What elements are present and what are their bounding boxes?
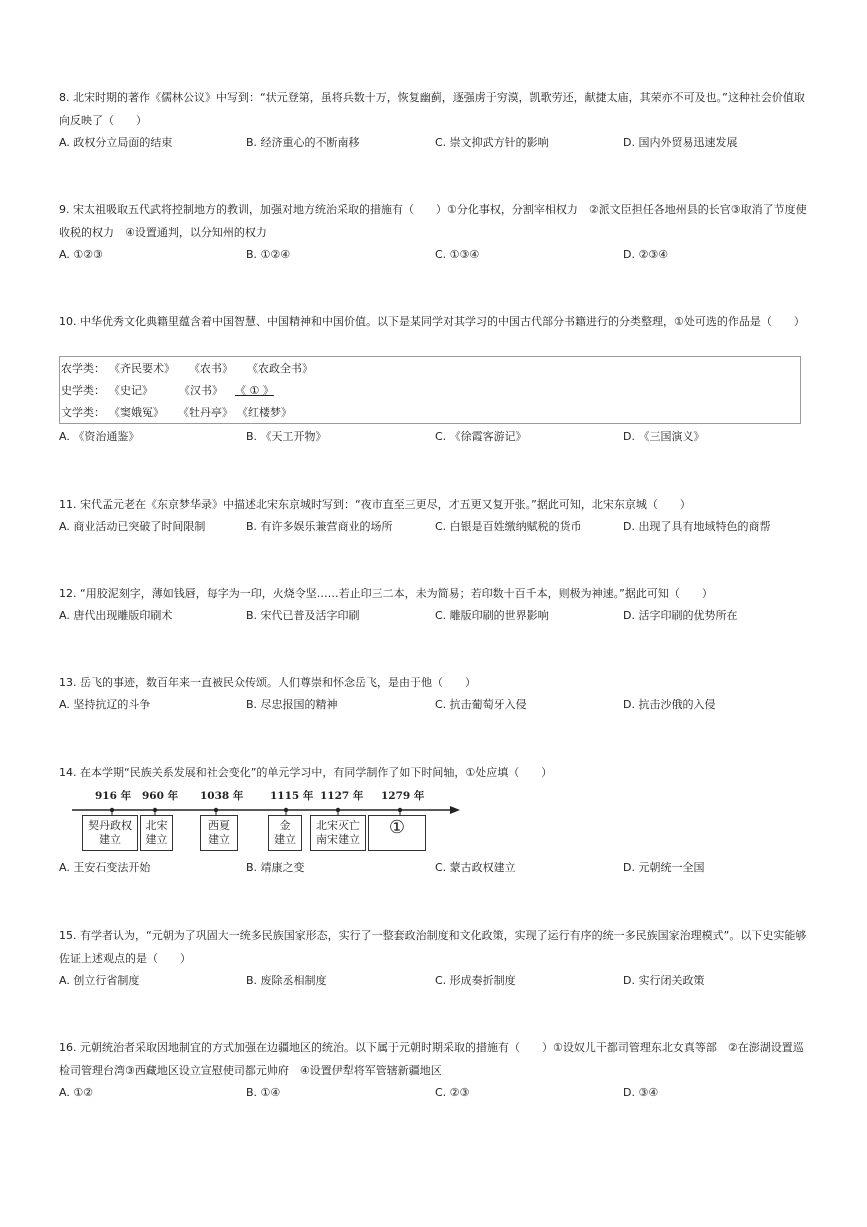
timeline-event-text: 建立 — [145, 833, 168, 846]
option-a[interactable]: A. 商业活动已突破了时间限制 — [59, 520, 206, 533]
question-10-options — [59, 426, 809, 448]
timeline-event-box — [140, 815, 173, 851]
options — [59, 426, 809, 448]
option-a[interactable]: A. ①② — [59, 1086, 94, 1099]
option-b[interactable]: B. 尽忠报国的精神 — [246, 698, 338, 711]
option-b[interactable]: B. 有许多娱乐兼营商业的场所 — [246, 520, 393, 533]
question-stem: 11. 宋代孟元老在《东京梦华录》中描述北宋东京城时写到：“夜市直至三更尽，才五更又复开张。”据此可知，北宋东京城（ ） — [59, 498, 691, 511]
question-14-options — [59, 857, 809, 879]
timeline-year: 1127 年 — [320, 790, 364, 802]
option-b[interactable]: B. 废除丞相制度 — [246, 974, 327, 987]
question-10 — [59, 310, 809, 333]
option-b[interactable]: B. ①②④ — [246, 248, 291, 261]
question-12 — [59, 582, 809, 627]
timeline-event-text: 北宋灭亡 — [316, 819, 360, 832]
option-c[interactable]: C. 白银是百姓缴纳赋税的货币 — [435, 520, 582, 533]
options — [59, 1082, 809, 1104]
option-b[interactable]: B. 《天工开物》 — [246, 430, 327, 443]
question-13 — [59, 671, 809, 716]
option-d[interactable]: D. 抗击沙俄的入侵 — [623, 698, 716, 711]
question-14 — [59, 761, 809, 784]
option-c[interactable]: C. 雕版印刷的世界影响 — [435, 609, 549, 622]
question-stem: 14. 在本学期“民族关系发展和社会变化”的单元学习中，有同学制作了如下时间轴，①处应填（ ） — [59, 766, 553, 779]
book-title: 《齐民要术》 — [109, 362, 175, 375]
book-title: 《红楼梦》 — [237, 406, 292, 419]
timeline-event-box — [310, 815, 366, 851]
book-row-agriculture — [61, 358, 313, 380]
question-stem: 10. 中华优秀文化典籍里蕴含着中国智慧、中国精神和中国价值。以下是某同学对其学习的中国古代部分书籍进行的分类整理，①处可选的作品是（ ） — [59, 315, 805, 328]
book-title: 《窦娥冤》 — [109, 406, 164, 419]
book-title: 《史记》 — [109, 384, 153, 397]
category-label: 农学类： — [61, 362, 105, 375]
option-a[interactable]: A. 王安石变法开始 — [59, 861, 151, 874]
timeline-event-text: 西夏 — [208, 819, 230, 832]
question-16 — [59, 1036, 809, 1104]
timeline-year: 1115 年 — [270, 790, 314, 802]
options — [59, 132, 809, 154]
timeline-year: 960 年 — [142, 790, 179, 802]
options — [59, 694, 809, 716]
options — [59, 605, 809, 627]
timeline-blank-marker: ① — [388, 817, 406, 838]
options — [59, 516, 809, 538]
timeline-year: 1279 年 — [381, 790, 425, 802]
book-title: 《农政全书》 — [247, 362, 313, 375]
option-a[interactable]: A. 坚持抗辽的斗争 — [59, 698, 151, 711]
timeline-event-text: 建立 — [208, 833, 230, 846]
option-d[interactable]: D. 元朝统一全国 — [623, 861, 705, 874]
timeline-event-box — [82, 815, 138, 851]
option-c[interactable]: C. ①③④ — [435, 248, 480, 261]
question-stem: 13. 岳飞的事迹，数百年来一直被民众传颂。人们尊崇和怀念岳飞，是由于他（ ） — [59, 676, 476, 689]
options — [59, 970, 809, 992]
option-a[interactable]: A. ①②③ — [59, 248, 103, 261]
question-stem: 16. 元朝统治者采取因地制宜的方式加强在边疆地区的统治。以下属于元朝时期采取的措施有（ ）①设奴儿干都司管理东北女真等部 ②在澎湖设置巡检司管理台湾③西藏地区设立宣慰使司都元帅府 ④设置伊犁将军管辖新疆地区 — [59, 1041, 804, 1077]
question-stem: 8. 北宋时期的著作《儒林公议》中写到：“状元登第，虽将兵数十万，恢复幽蓟，逐强虏于穷漠，凯歌劳还，献捷太庙，其荣亦不可及也。”这种社会价值取向反映了（ ） — [59, 91, 805, 127]
option-c[interactable]: C. ②③ — [435, 1086, 470, 1099]
category-label: 文学类： — [61, 406, 105, 419]
question-15 — [59, 924, 809, 992]
timeline-event-text: 契丹政权 — [88, 819, 132, 832]
question-9 — [59, 198, 809, 266]
book-classification-table — [59, 356, 801, 424]
timeline — [72, 788, 462, 858]
option-a[interactable]: A. 政权分立局面的结束 — [59, 136, 173, 149]
option-b[interactable]: B. 靖康之变 — [246, 861, 305, 874]
option-b[interactable]: B. 宋代已普及活字印刷 — [246, 609, 360, 622]
option-d[interactable]: D. 实行闭关政策 — [623, 974, 705, 987]
option-d[interactable]: D. ②③④ — [623, 248, 669, 261]
question-11 — [59, 493, 809, 538]
timeline-event-box — [268, 815, 302, 851]
option-b[interactable]: B. ①④ — [246, 1086, 281, 1099]
timeline-event-text: 北宋 — [145, 819, 168, 832]
option-b[interactable]: B. 经济重心的不断南移 — [246, 136, 360, 149]
book-title: 《汉书》 — [179, 384, 223, 397]
book-row-literature — [61, 402, 292, 424]
option-d[interactable]: D. ③④ — [623, 1086, 659, 1099]
question-stem: 15. 有学者认为，“元朝为了巩固大一统多民族国家形态，实行了一整套政治制度和文化政策，实现了运行有序的统一多民族国家治理模式”。以下史实能够佐证上述观点的是（ ） — [59, 929, 807, 965]
option-d[interactable]: D. 活字印刷的优势所在 — [623, 609, 738, 622]
timeline-year: 1038 年 — [200, 790, 244, 802]
options — [59, 244, 809, 266]
option-c[interactable]: C. 蒙古政权建立 — [435, 861, 516, 874]
option-c[interactable]: C. 形成奏折制度 — [435, 974, 516, 987]
option-a[interactable]: A. 《资治通鉴》 — [59, 430, 140, 443]
timeline-event-text: 建立 — [274, 833, 296, 846]
question-8 — [59, 86, 809, 154]
question-stem: 12. “用胶泥刻字，薄如钱唇，每字为一印，火烧令坚……若止印三二本，未为简易；若印数十百千本，则极为神速。”据此可知（ ） — [59, 587, 713, 600]
timeline-event-text: 南宋建立 — [316, 833, 360, 846]
option-c[interactable]: C. 《徐霞客游记》 — [435, 430, 527, 443]
timeline-event-box — [200, 815, 238, 851]
option-d[interactable]: D. 出现了具有地域特色的商帮 — [623, 520, 771, 533]
option-a[interactable]: A. 创立行省制度 — [59, 974, 140, 987]
options — [59, 857, 809, 879]
book-title-blank: 《 ① 》 — [235, 384, 274, 397]
option-d[interactable]: D. 国内外贸易迅速发展 — [623, 136, 738, 149]
option-a[interactable]: A. 唐代出现雕版印刷术 — [59, 609, 173, 622]
category-label: 史学类： — [61, 384, 105, 397]
timeline-year: 916 年 — [95, 790, 132, 802]
timeline-blank-box — [368, 815, 426, 851]
timeline-event-text: 建立 — [99, 833, 121, 846]
timeline-event-text: 金 — [279, 819, 291, 832]
book-title: 《牡丹亭》 — [178, 406, 233, 419]
option-d[interactable]: D. 《三国演义》 — [623, 430, 705, 443]
option-c[interactable]: C. 崇文抑武方针的影响 — [435, 136, 549, 149]
book-row-history — [61, 380, 274, 402]
book-title: 《农书》 — [189, 362, 233, 375]
option-c[interactable]: C. 抗击葡萄牙入侵 — [435, 698, 527, 711]
question-stem: 9. 宋太祖吸取五代武将控制地方的教训，加强对地方统治采取的措施有（ ）①分化事权，分割宰相权力 ②派文臣担任各地州县的长官③取消了节度使收税的权力 ④设置通判，以分知州的权力 — [59, 203, 807, 239]
